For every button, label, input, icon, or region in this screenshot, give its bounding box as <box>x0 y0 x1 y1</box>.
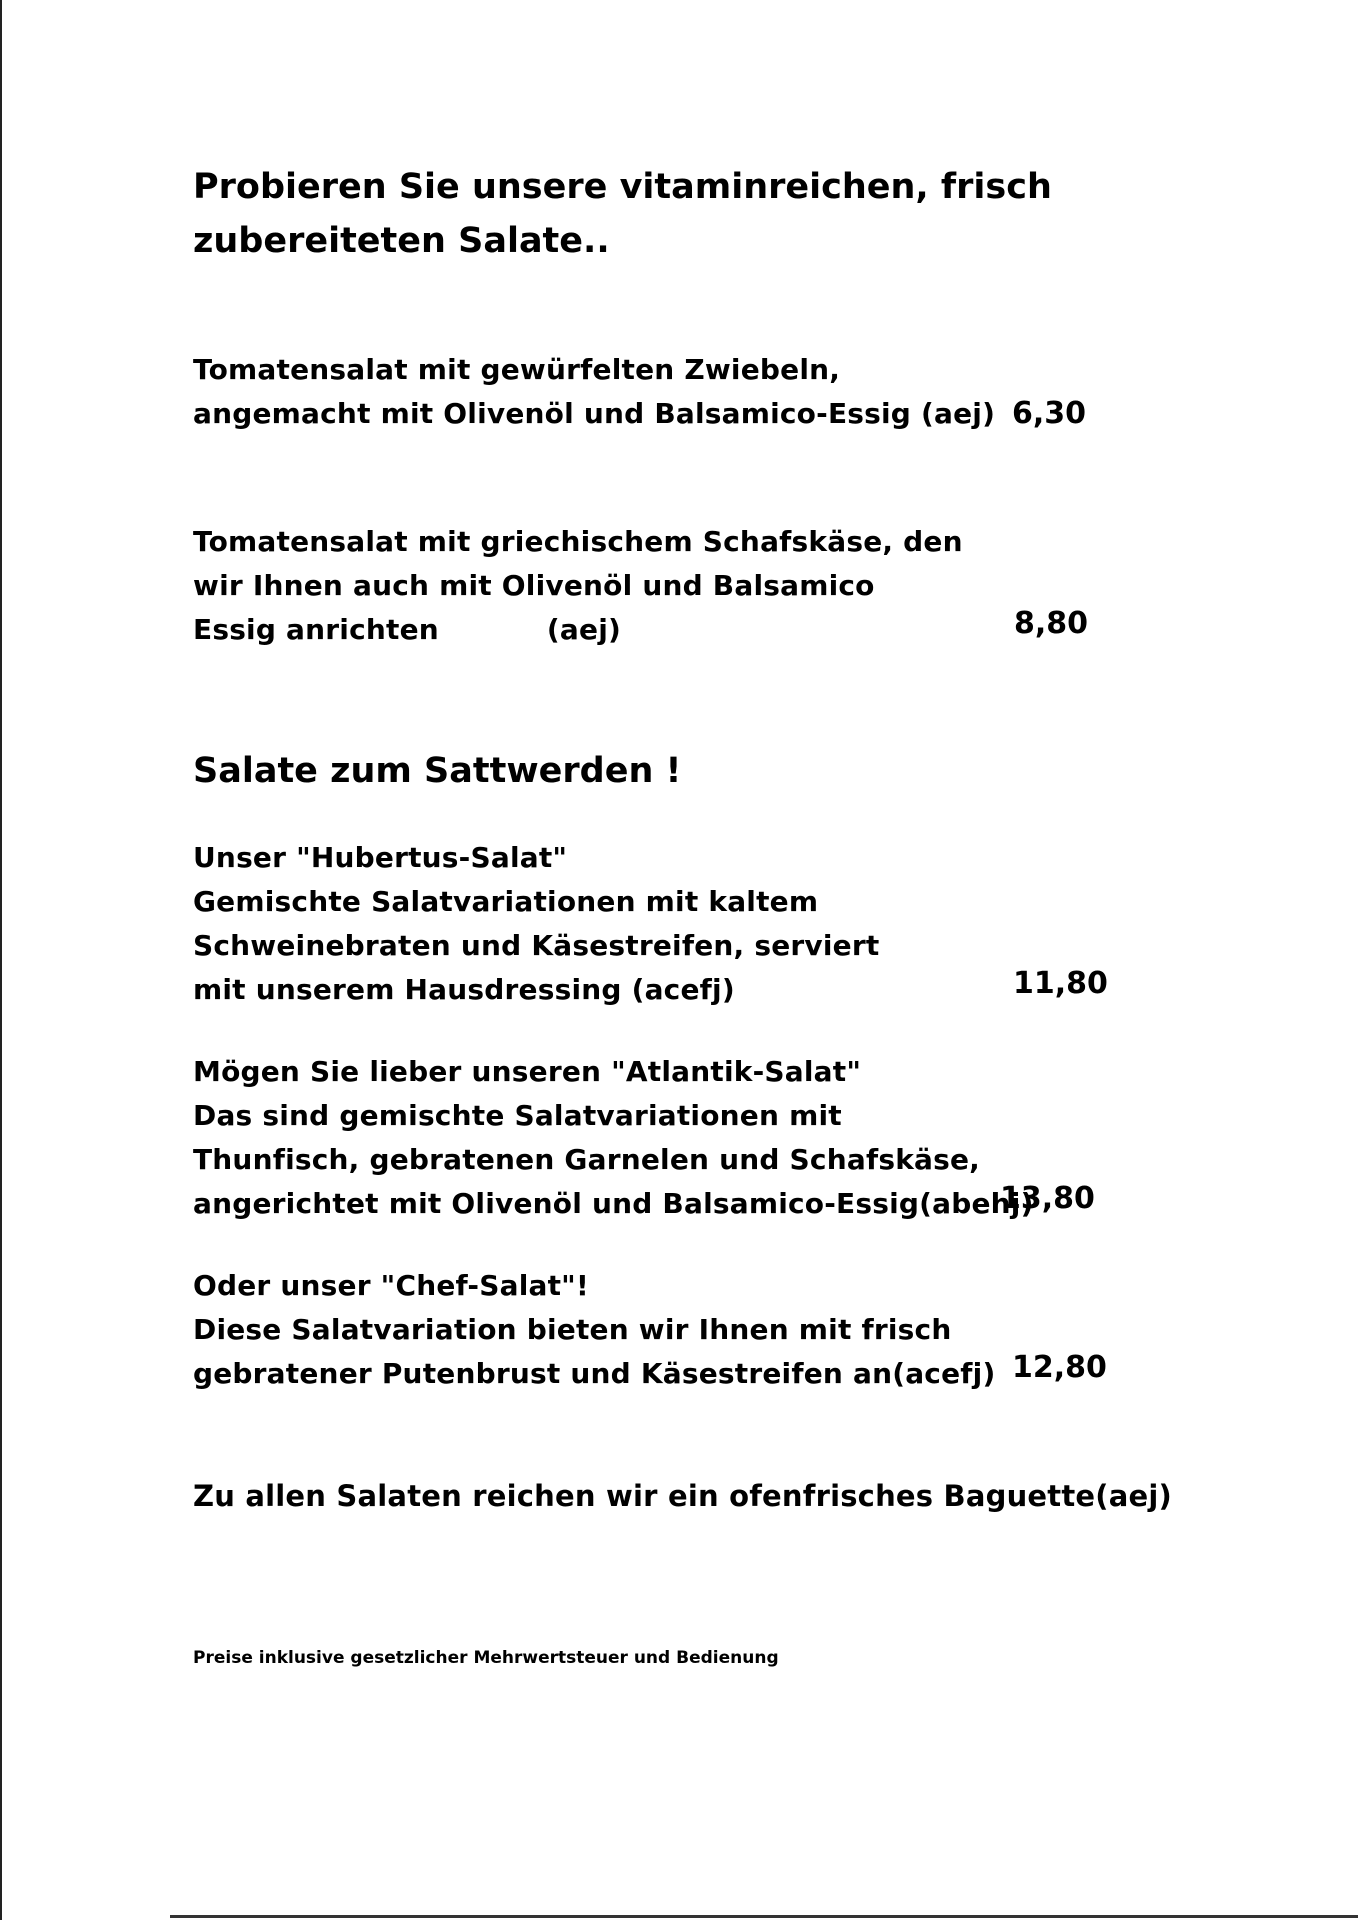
intro-heading-line-1: Probieren Sie unsere vitaminreichen, frisch <box>193 167 1052 207</box>
baguette-note-text: Zu allen Salaten reichen wir ein ofenfrisches Baguette(aej) <box>193 1479 1172 1513</box>
item-description-line: angerichtet mit Olivenöl und Balsamico-Essig(abehj) <box>193 1187 1034 1220</box>
item-price: 6,30 <box>1012 396 1087 431</box>
menu-item-tomatensalat-schafskaese <box>193 520 963 652</box>
item-price: 8,80 <box>1014 606 1089 641</box>
section-heading <box>193 744 682 798</box>
item-description-text: Essig anrichten <box>193 613 439 646</box>
item-description-line: Das sind gemischte Salatvariationen mit <box>193 1099 842 1132</box>
intro-heading <box>193 160 1052 268</box>
menu-item-hubertus-salat <box>193 836 879 1012</box>
item-title: Mögen Sie lieber unseren "Atlantik-Salat" <box>193 1055 862 1088</box>
item-description-line: Diese Salatvariation bieten wir Ihnen mit frisch <box>193 1313 952 1346</box>
baguette-note <box>193 1474 1172 1518</box>
item-description-line: Schweinebraten und Käsestreifen, serviert <box>193 929 880 962</box>
menu-item-tomatensalat-zwiebeln <box>193 348 995 436</box>
item-description-line: wir Ihnen auch mit Olivenöl und Balsamico <box>193 569 875 602</box>
item-allergens: (aej) <box>546 613 621 646</box>
item-description-line: Thunfisch, gebratenen Garnelen und Schafskäse, <box>193 1143 981 1176</box>
item-description-line: angemacht mit Olivenöl und Balsamico-Essig (aej) <box>193 397 996 430</box>
item-description-line <box>193 608 963 652</box>
menu-item-atlantik-salat <box>193 1050 1034 1226</box>
item-price: 12,80 <box>1012 1350 1107 1385</box>
page-edge-left <box>0 0 2 1920</box>
item-description-line: Tomatensalat mit griechischem Schafskäse, den <box>193 525 963 558</box>
price-footnote: Preise inklusive gesetzlicher Mehrwertsteuer und Bedienung <box>193 1648 779 1668</box>
item-description-line: mit unserem Hausdressing (acefj) <box>193 973 735 1006</box>
item-description-line: Gemischte Salatvariationen mit kaltem <box>193 885 819 918</box>
section-heading-text: Salate zum Sattwerden ! <box>193 751 682 791</box>
item-description-line: Tomatensalat mit gewürfelten Zwiebeln, <box>193 353 841 386</box>
item-price: 11,80 <box>1013 966 1108 1001</box>
item-price: 13,80 <box>1000 1181 1095 1216</box>
menu-item-chef-salat <box>193 1264 995 1396</box>
page-edge-bottom <box>170 1915 1358 1918</box>
item-title: Oder unser "Chef-Salat"! <box>193 1269 589 1302</box>
intro-heading-line-2: zubereiteten Salate.. <box>193 221 610 261</box>
item-description-line: gebratener Putenbrust und Käsestreifen an(acefj) <box>193 1357 996 1390</box>
item-title: Unser "Hubertus-Salat" <box>193 841 568 874</box>
